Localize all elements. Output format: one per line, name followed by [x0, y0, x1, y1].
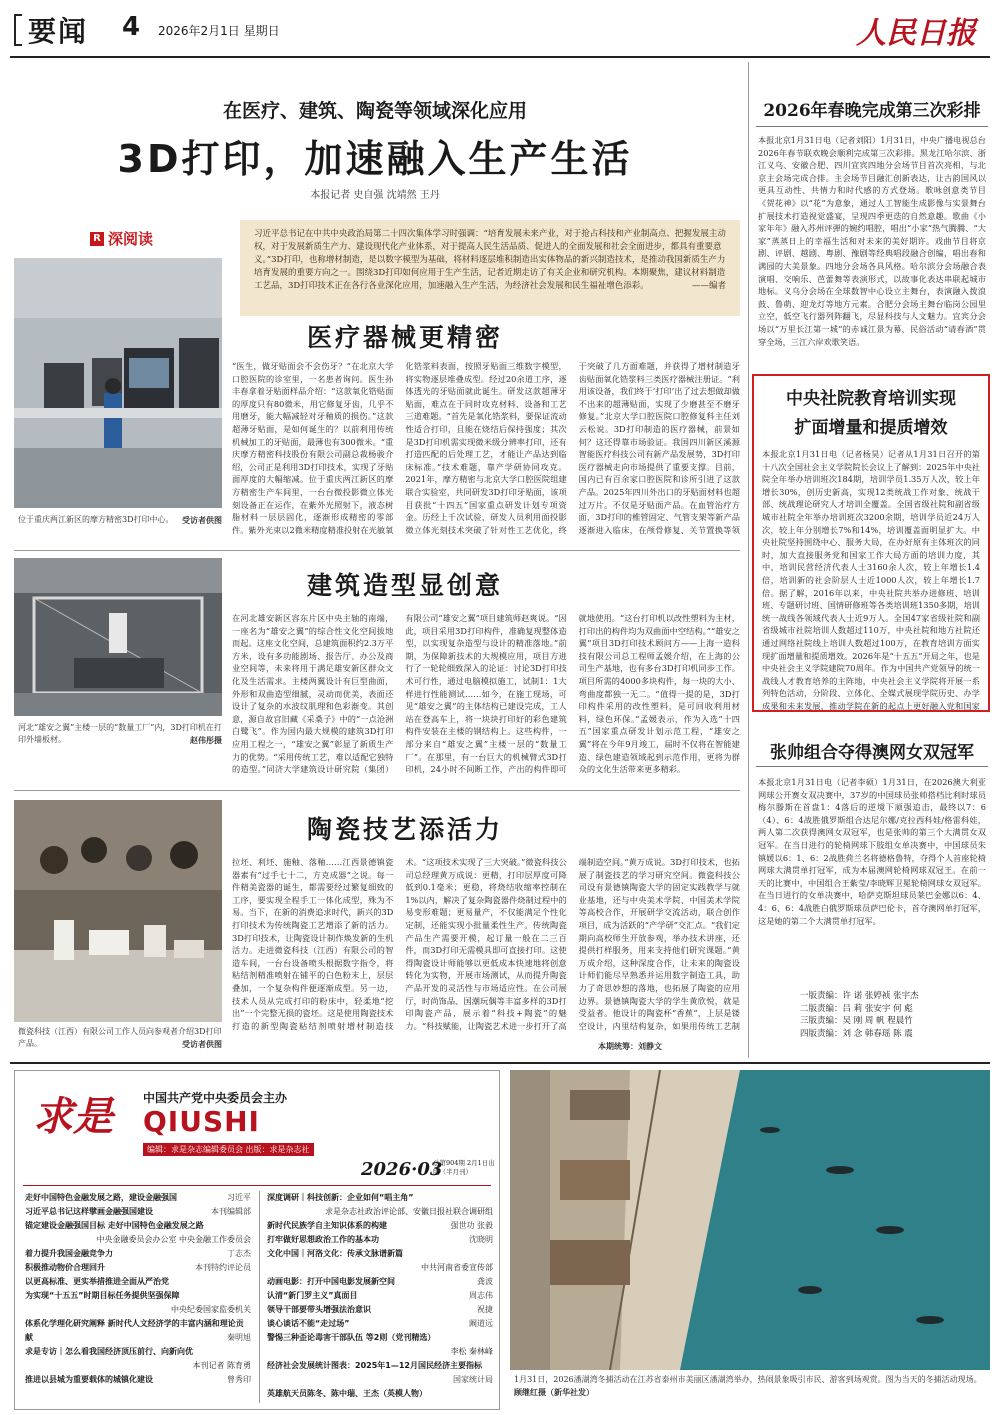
editor-line: 四版责编：刘 念 韩春瑶 陈 震 [800, 1028, 913, 1039]
toc-item: 打牢做好思想政治工作的基本功 沈晓明 [267, 1235, 493, 1244]
toc-item: 习近平总书记这样擘画金融强国建设 本刊编辑部 [25, 1207, 251, 1216]
robot-arm-printer-illustration [14, 558, 222, 716]
toc-item: 锚定建设金融强国目标 走好中国特色金融发展之路 [25, 1221, 204, 1230]
medical-heading: 医疗器械更精密 [306, 323, 503, 352]
qiushi-issue: 2026·03 [361, 1159, 443, 1180]
toc-item: 李松 秦林峰 [450, 1347, 493, 1356]
toc-item: 中央金融委员会办公室 中央金融工作委员会 [96, 1235, 251, 1244]
medical-body-text: “医生，做牙贴面会不会伤牙？”在北京大学口腔医院的诊室里，一名患者询问。医生孙丰春拿着牙贴面样品介绍：“这款氧化锆贴面的厚度只有80微米，用它修复牙齿，几乎不用磨牙，能大幅减轻对牙釉质的损伤。”这款超薄牙贴面，是如何诞生的？以前利用传统机械加工的牙贴面，最薄也有300微米。“重庆摩方精密科技股份有限公司副总裁杨骏介绍，公司正是利用3D打印技术，实现了牙贴面厚度的大幅缩减。位于重庆两江新区的摩方精密生产车间里，一台台微投影微立体光刻设备正在运作，在紫外光照射下，液态树脂材料一层层固化，逐渐形成精密的零部件。紫外光束以2微米精度精准投射在光敏氧化锆浆料表面，按照牙贴面三维数字模型，将实物逐层堆叠成型。经过20余道工序，逐体透光的牙贴面就此诞生。研发这款超薄牙贴面，难点在于同时攻克材料、设备和工艺三道难题。“首先是氧化锆浆料，要保证流动性适合打印，且能在烧结后保持强度；其次是3D打印机需实现微米级分辨率打印，还有打造匹配的后处理工艺，才能让产品达到临床标准。”技术难题，靠产学研协同攻克。2021年，摩方精密与北京大学口腔医院组建联合实验室，共同研发3D打印牙贴面，该项目获批“十四五”国家重点研发计划专项资金。历经上千次试验，研发人员利用面投影微立体光刻技术突破了针对性工艺优化，终于突破了几方面难题，并获得了增材制造牙齿贴面氧化锆浆料三类医疗器械注册证。“利用该设备，我们终于‘打印’出了过去想做却做不出来的超薄贴面，实现了少磨甚至不磨牙修复。”北京大学口腔医院口腔修复科主任刘云松说。3D打印制造的医疗器械，前景如何？这还得靠市场验证。我国四川新区溪源智能医疗科技公司有新产品发展势，3D打印医疗器械走向市场提供了重要支撑。目前，国内已有百余家口腔医院和诊所引进了这款产品。2025年四川外出口的牙贴面材料也超过万片。不仅是牙贴面产品。在血管治疗方面，3D打印的椎管固定、气管支架等新产品逐渐进入临床，在颅骨修复、关节置换等领 [232, 361, 740, 535]
gala-title: 2026年春晚完成第三次彩排 [763, 101, 981, 121]
deep-read-icon: R [90, 232, 104, 246]
toc-item: 着力提升我国金融竞争力 丁志杰 [25, 1249, 251, 1258]
deep-read-label [90, 228, 153, 249]
masthead-logo: 人民日报 [856, 16, 976, 51]
feature-intro-box [240, 220, 740, 316]
architecture-body [232, 612, 740, 780]
toc-item: 认清“新门罗主义”真面目 周志伟 [267, 1291, 493, 1300]
qiushi-toc-divider [259, 1191, 260, 1403]
page-number: 4 [122, 12, 141, 42]
gala-rule [756, 126, 988, 127]
winter-fishing-caption [514, 1374, 988, 1399]
medical-photo [14, 258, 222, 508]
column-divider [748, 62, 749, 1058]
header-rule [10, 56, 990, 58]
architecture-body-text: 在河北雄安新区容东片区中央主轴的南端，一座名为“雄安之翼”的综合性文化空间拔地而起。这座文化空间，总建筑面积约2.3万平方米，设有多功能剧场、报告厅、办公及商业空间等，未来将用于满足雄安新区群众文化及生活需求。主楼两翼设计有巨型曲面，外形和双曲造型细腻，灵动而优美，表面还设计了复杂的水波纹肌理和色彩渐变。其创意，源自故宫旧藏《采桑子》中的“一点沧洲白鹭飞”。作为国内最大规模的建筑3D打印应用工程之一，“雄安之翼”彰显了新质生产力的优势。“采用传统工艺，难以适配它独特的造型。”同济大学建筑设计研究院（集团）有限公司“雄安之翼”项目建筑师赵爽说。“因此，项目采用3D打印构件，准确复现整体造型，以实现复杂造型与设计的精准落地。”前期，为保障新技术的大规模应用，项目方进行了一轮轮细致深入的论证：讨论3D打印技术可行性，通过电脑模拟施工，试制1：1大样进行性能测试……如今，在施工现场，可见“雄安之翼”的主体结构已建设完成，工人站在登高车上，将一块块打印好的彩色建筑构件安装在主楼的钢结构上。这些构件，一部分来自“雄安之翼”主楼一层的“数量工厂”。在那里，有一台巨大的机械臂式3D打印机，24小时不间断工作，产出的构件即可就地使用。“这台打印机以改性塑料为主材，打印出的构件均为双曲面中空结构。”“雄安之翼”项目3D打印技术顾问方——上海一造科技有限公司总工程师孟媛介绍，在上海的公司生产基地，也有多台3D打印机同步工作。项目所需的4000多块构件，每一块的大小、弯曲度都独一无二。“值得一提的是，3D打印构件采用的改性塑料，是可回收利用材料，绿色环保。”孟媛表示，作为入选“十四五”国家重点研发计划示范工程，“雄安之翼”将在今年9月竣工，届时不仅将在智能建造、绿色建造领域起到示范作用，更将为群众的文化生活带来更多精彩。 [232, 613, 740, 775]
section-name: 要闻 [28, 15, 89, 48]
divider-1 [14, 550, 740, 551]
ceramics-caption-credit: 受访者供图 [182, 1039, 222, 1049]
gala-body-text: 本报北京1月31日电（记者刘阳）1月31日，中央广播电视总台2026年春节联欢晚会顺利完成第三次彩排。黑龙江哈尔滨、浙江义乌、安徽合肥、四川宜宾四地分会场节目首次亮相，与北京主会场完成合排。主会场节目融汇创新表达，让古韵国风以更具互动性、共情力和时代感的方式登场。歌咏创意类节目《贺花神》以“花”为意象，通过人工智能生成影像与实景舞台扩展技术打造视觉盛宴，呈现四季更迭的自然意趣。歌曲《小家年年》融入苏州评弹的婉约唱腔，唱出“小家”热气腾腾、“大家”蒸蒸日上的幸福生活和对未来的美好期许。戏曲节目将京剧、评剧、越剧、粤剧、豫剧等经典唱段融合创编，唱出春和满园的大美景象。四地分会场各具风格。哈尔滨分会场融合表演唱、交响乐、芭蕾舞等表演形式，以故事化表达串联起城市地标。义乌分会场在全球数智中心设立主舞台，表演融入拨浪鼓、鲁萌、迎龙灯等地方元素。合肥分会场主舞台临岗公园里立空，低空飞行器列阵翻飞，尽显科技与人文魅力。宜宾分会场以“万里长江第一城”的赤诚江景为幕，民俗活动“请春酒”贯穿全场，三江六岸欢歌笑语。 [758, 135, 986, 347]
divider-2 [14, 790, 740, 791]
qiushi-publisher: 编辑：求是杂志编辑委员会 出版：求是杂志社 [143, 1143, 314, 1156]
qiushi-sponsor: 中国共产党中央委员会主办 [143, 1091, 288, 1105]
toc-item: 以更高标准、更实举措推进全面从严治党 [25, 1277, 169, 1286]
tennis-body [758, 776, 986, 980]
lab-printers-illustration [14, 258, 222, 508]
qiushi-issue-note: 总第904期 2月1日出版（半月刊） [433, 1159, 495, 1176]
winter-fishing-caption-text: 1月31日，2026潘湖湾冬捕活动在江苏省泰州市美丽区潘湖湾举办，热闹景象吸引市民、游客到场观赏。图为当天的冬捕活动现场。 [514, 1375, 982, 1384]
architecture-heading: 建筑造型显创意 [306, 571, 503, 600]
architecture-caption-credit: 赵伟彤摄 [190, 735, 222, 745]
editor-line: 二版责编：吕 莉 张安宇 何 彪 [800, 1003, 913, 1014]
toc-item: 谈心谈话不能“走过场” 阚道远 [267, 1319, 493, 1328]
editor-line: 三版责编：吴 刚 周 帆 程晨竹 [800, 1016, 913, 1026]
feature-byline: 本报记者 史自强 沈靖然 王丹 [310, 190, 440, 201]
medical-photo-caption [18, 514, 222, 526]
winter-fishing-photo [510, 1070, 990, 1370]
bottom-rule [10, 1062, 990, 1064]
toc-item: 本刊记者 陈育勇 [192, 1361, 251, 1370]
architecture-caption-text: 河北“雄安之翼”主楼一层的“数量工厂”内，3D打印机在打印外墙板材。 [18, 723, 222, 744]
qiushi-toc-right [267, 1191, 493, 1401]
toc-item: 体系化学理化研究阐释 新时代人文经济学的丰富内涵和理论贡献 秦明旭 [25, 1319, 251, 1342]
toc-item: 领导干部要带头增强法治意识 祝捷 [267, 1305, 493, 1314]
qiushi-name: QIUSHI [143, 1105, 260, 1138]
ceramics-photo-caption [18, 1026, 222, 1050]
editor-line: 一版责编：许 诺 张婷祯 张宇杰 [800, 991, 919, 1001]
ceramics-editor: 本期统筹：刘静文 [598, 1041, 662, 1051]
medical-body [232, 360, 740, 538]
ceramics-photo [14, 800, 222, 1022]
toc-item: 求是专访｜怎么看我国经济顶压前行、向新向优 [25, 1347, 193, 1356]
tennis-rule [756, 766, 988, 767]
toc-item: 警惕三种歪论毒害干部队伍 等2则（党刊精选） [267, 1333, 436, 1342]
page-header [10, 6, 990, 50]
deep-read-text: 深阅读 [108, 230, 154, 248]
issue-date: 2026年2月1日 星期日 [158, 24, 280, 38]
toc-item: 文化中国｜河洛文化：传承文脉谱新篇 [267, 1249, 403, 1258]
toc-item: 为实现“十五五”时期目标任务提供坚强保障 [25, 1291, 180, 1300]
ceramics-caption-text: 微瓷科技（江西）有限公司工作人员向参观者介绍3D打印产品。 [18, 1027, 222, 1048]
qiushi-rule [23, 1185, 491, 1186]
ceramics-body-text: 拉坯、利坯、施釉、落釉……江西景德镇瓷器素有“过手七十二，方克成器”之说。每一件精美瓷器的诞生，都需要经过繁复细致的工序，要实现全程手工一体化成型，殊为不易。当下，在新的消费追求时代，新兴的3D打印技术为传统陶瓷工艺增添了新的活力。3D打印技术，让陶瓷设计制作焕发新的生机活力。走进微瓷科技（江西）有限公司的智造车间，一台台设备喷头根据数字指令，将粘结剂精准喷射在铺平的白色粉末上，层层叠加，一个复杂构件便逐渐成型。另一边，技术人员从完成打印的粉床中，轻柔地“挖出”一个完整无损的瓷坯。这是使用陶瓷技术打造的新型陶瓷粘结剂喷射增材制造技术。“这项技术实现了三大突破。”微瓷科技公司总经理黄万成说：更精，打印层厚度可降低到0.1毫米；更稳，将烧结收缩率控制在1%以内，解决了复杂陶瓷器件烧制过程中的易变形难题；更易量产，不仅能满足个性化定制，还能实现小批量柔性生产。传统陶瓷产品生产需要开模，起订量一般在二三百件，而3D打印无需模具即可直接打印。这使得陶瓷设计师能够以更低成本快速地将创意转化为实物，开展市场测试，从而提升陶瓷产品开发的灵活性与市场适应性。在公司展厅，时尚饰品、国潮玩偶等丰富多样的3D打印陶瓷产品，展示着“科技+陶瓷”的魅力。“科技赋能，让陶瓷艺术进一步打开了高端制造空间。”黄万成说。3D打印技术，也拓展了制瓷技艺的学习研究空间。微瓷科技公司设有景德镇陶瓷大学的固定实践教学与就业基地，还与中央美术学院、中国美术学院等高校合作，开展研学交流活动，联合创作项目，成为活跃的“产学研”交汇点。“我们定期向高校师生开放参观，举办技术讲座，还提供打样服务，用来支持他们研究课题。”黄万成介绍，这种深度合作，让未来的陶瓷设计师们能尽早熟悉并运用数字制造工具，助力了奇思妙想的落地，也拓展了陶瓷的应用边界。景德镇陶瓷大学的学生黄欣悦，就是受益者。他设计的陶瓷杯“香蕉”，上层是镂空设计，内里结构复杂，如果用传统工艺制 [232, 857, 740, 1031]
qiushi-logo: 求是 [33, 1093, 113, 1140]
feature-intro-text: 习近平总书记在中共中央政治局第二十四次集体学习时强调：“培育发展未来产业，对于抢占科技和产业制高点、把握发展主动权，对于发展新质生产力、建设现代化产业体系，对于提高人民生活品质、促进人的全面发展和社会全面进步，都具有重要意义。”3D打印，也称增材制造，是以数字模型为基础，将材料逐层堆积制造出实体物品的新兴制造技术，是推动我国新质生产力培育发展的重要方向之一。围绕3D打印如何应用于生产生活，记者近期走访了有关企业和研究机构。本期聚焦，建议材料制造工艺品，3D打印技术正在各行各业深化应用，加速融入生产生活，为经济社会发展和民生福祉增色添彩。 [254, 229, 726, 291]
architecture-photo-caption [18, 722, 222, 746]
medical-caption-text: 位于重庆两江新区的摩方精密3D打印中心。 [18, 515, 174, 524]
medical-caption-credit: 受访者供图 [182, 515, 222, 525]
ceramic-exhibit-illustration [14, 800, 222, 1022]
toc-item: 经济社会发展统计图表：2025年1—12月国民经济主要指标 国家统计局 [267, 1361, 493, 1384]
lake-aerial-illustration [510, 1070, 990, 1370]
tennis-title: 张帅组合夺得澳网女双冠军 [770, 743, 974, 763]
gala-body [758, 134, 986, 366]
feature-kicker: 在医疗、建筑、陶瓷等领域深化应用 [222, 100, 527, 122]
ceramics-heading: 陶瓷技艺添活力 [306, 815, 503, 844]
editors-list [800, 990, 990, 1040]
cass-body-text: 本报北京1月31日电（记者杨昊）记者从1月31日召开的第十八次全国社会主义学院院长会议上了解到：2025年中央社院全年举办培训班次184期，培训学员1.35万人次，较上年增长30%，创历史新高，实现12类统战工作对象、统战干部、统战理论研究人才培训全覆盖。全国省级社院和副省级城市社院全年举办培训班次3200余期，培训学员近24万人次，较上年分别增长7%和14%，培训覆盖面明显扩大。中央社院坚持围绕中心、服务大局，在办好原有主体班次的同时，加大直接服务党和国家工作大局方面的培训力度，其中，培训民营经济代表人士3160余人次，较上年增长1.4倍，培训新的社会阶层人士近1000人次，较上年增长1.7倍。据了解，2016年以来，中央社院共举办进修班、培训班、专题研讨班、国情研修班等各类培训班1350多期，培训统一战线各领域代表人士近9万人。全国47家省级社院和副省级城市社院培训人数超过110万，中央社院和地方社院还通过网络社院线上培训人数超过100万，在教育培训方面实现扩面增量和提质增效。2026年是“十五五”开局之年，也是中央社会主义学院建院70周年。作为中国共产党领导的统一战线人才教育培养的主阵地，中央社会主义学院将开展一系列特色活动，分阶段、立体化、全媒式展现学院历史、办学成果和未来发展，推动学院在新的起点上更好融入党和国家 [762, 449, 980, 710]
toc-item: 推进以县城为重要载体的城镇化建设 曾秀印 [25, 1375, 251, 1384]
toc-item: 中共河南省委宣传部 [421, 1263, 493, 1272]
feature-title: 3D打印，加速融入生产生活 [117, 137, 633, 181]
toc-item: 动画电影：打开中国电影发展新空间 龚波 [267, 1277, 493, 1286]
cass-box [752, 374, 990, 712]
tennis-body-text: 本报北京1月31日电（记者李硕）1月31日，在2026澳大利亚网球公开赛女双决赛中，37岁的中国球员张帅搭档比利时球员梅尔滕斯在首盘1：4落后的逆境下顽强追击，最终以7：6（4）、6：4战胜俄罗斯组合达尼尔娜/克拉西科娃/格雷科娃，两人第二次获得澳网女双冠军，也是张帅的第三个大满贯女双冠军。在当日进行的轮椅网球下肢组女单决赛中，中国球员朱镇媛以6：1、6：2战胜荷兰名将德格鲁特，夺得个人首座轮椅网球大满贯单打冠军，成为本届澳网轮椅网球双冠王。在前一天的比赛中，中国组合王紫莹/李晓辉卫冕轮椅网球女双冠军。在当日进行的女单决赛中，哈萨克斯坦球员莱巴金娜以6：4、4：6、6：4战胜白俄罗斯球员萨巴伦卡，首夺澳网单打冠军，这是她的第二个大满贯单打冠军。 [758, 777, 986, 926]
toc-item: 中央纪委国家监委机关 [171, 1305, 251, 1314]
cass-body [762, 448, 980, 710]
winter-fishing-credit: 顾继红摄（新华社发） [514, 1387, 594, 1397]
qiushi-ad [14, 1070, 500, 1410]
toc-item: 新时代民族学自主知识体系的构建 强世功 张毅 [267, 1221, 493, 1230]
toc-item: 深度调研｜科技创新：企业如何“唱主角” [267, 1193, 414, 1202]
toc-item: 求是杂志社政治评论部、安徽日报社联合调研组 [325, 1207, 493, 1216]
qiushi-toc-left [25, 1191, 251, 1387]
cass-title-2: 扩面增量和提质增效 [794, 418, 948, 438]
architecture-photo [14, 558, 222, 716]
header-left-bracket [14, 14, 22, 46]
toc-item: 走好中国特色金融发展之路，建设金融强国 习近平 [25, 1193, 251, 1202]
toc-item: 积极推动物价合理回升 本刊特约评论员 [25, 1263, 251, 1272]
ceramics-body [232, 856, 740, 1044]
cass-title-1: 中央社院教育培训实现 [786, 389, 956, 409]
toc-item: 英雄航天员陈冬、陈中瑞、王杰（英模人物） [267, 1389, 427, 1398]
feature-intro-sign: ——编者 [691, 281, 726, 291]
